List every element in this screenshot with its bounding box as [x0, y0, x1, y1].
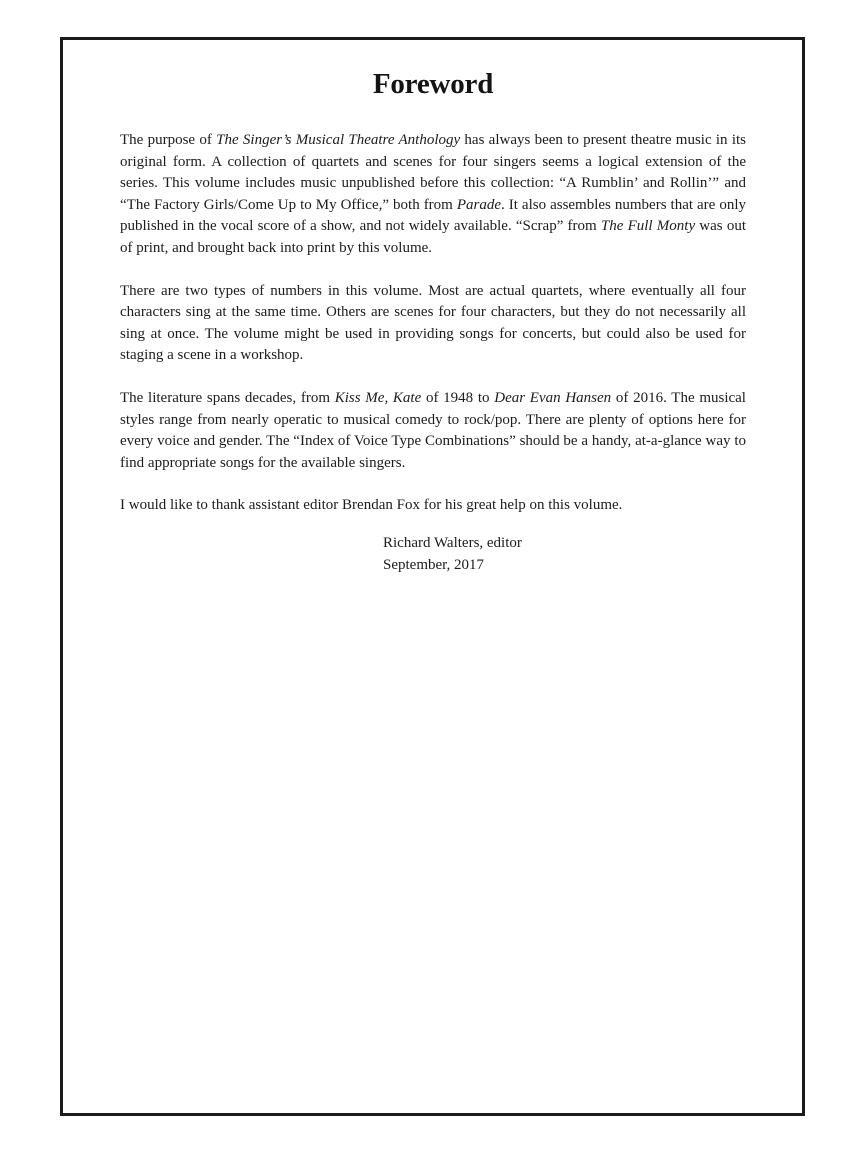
paragraph-literature: The literature spans decades, from Kiss Me, Kate of 1948 to Dear Evan Hansen of 2016. The musical styles range from nearly operatic to musical comedy to rock/pop. There are plenty of options here for every voice and gender. The “Index of Voice Type Combinations” should be a handy, at-a-glance way to find appropriate songs for the available singers.	[120, 389, 746, 471]
document-content	[120, 37, 746, 517]
paragraph-purpose: The purpose of The Singer’s Musical Theatre Anthology has always been to present theatre music in its original form. A collection of quartets and scenes for four singers seems a logical extension of the series. This volume includes music unpublished before this collection: “A Rumblin’ and Rollin’” and “The Factory Girls/Come Up to My Office,” both from Parade. It also assembles numbers that are only published in the vocal score of a show, and not widely available. “Scrap” from The Full Monty was out of print, and brought back into print by this volume.	[120, 132, 746, 256]
italic-title-run: The Full Monty	[600, 218, 696, 235]
body-text-block	[120, 130, 746, 517]
signature-date: September, 2017	[383, 556, 485, 573]
page-title: Foreword	[372, 68, 494, 100]
paragraph-thanks: I would like to thank assistant editor Brendan Fox for his great help on this volume.	[120, 497, 623, 514]
paragraph-types: There are two types of numbers in this volume. Most are actual quartets, where eventually all four characters sing at the same time. Others are scenes for four characters, but they do not necessarily all sing at once. The volume might be used in providing songs for concerts, but could also be used for staging a scene in a workshop.	[120, 282, 746, 364]
italic-title-run: Kiss Me, Kate	[334, 389, 422, 406]
italic-title-run: Dear Evan Hansen	[494, 389, 612, 406]
italic-title-run: The Singer’s Musical Theatre Anthology	[216, 132, 461, 148]
signature-name: Richard Walters, editor	[383, 535, 522, 551]
italic-title-run: Parade	[456, 196, 502, 213]
signature-block	[383, 533, 643, 576]
